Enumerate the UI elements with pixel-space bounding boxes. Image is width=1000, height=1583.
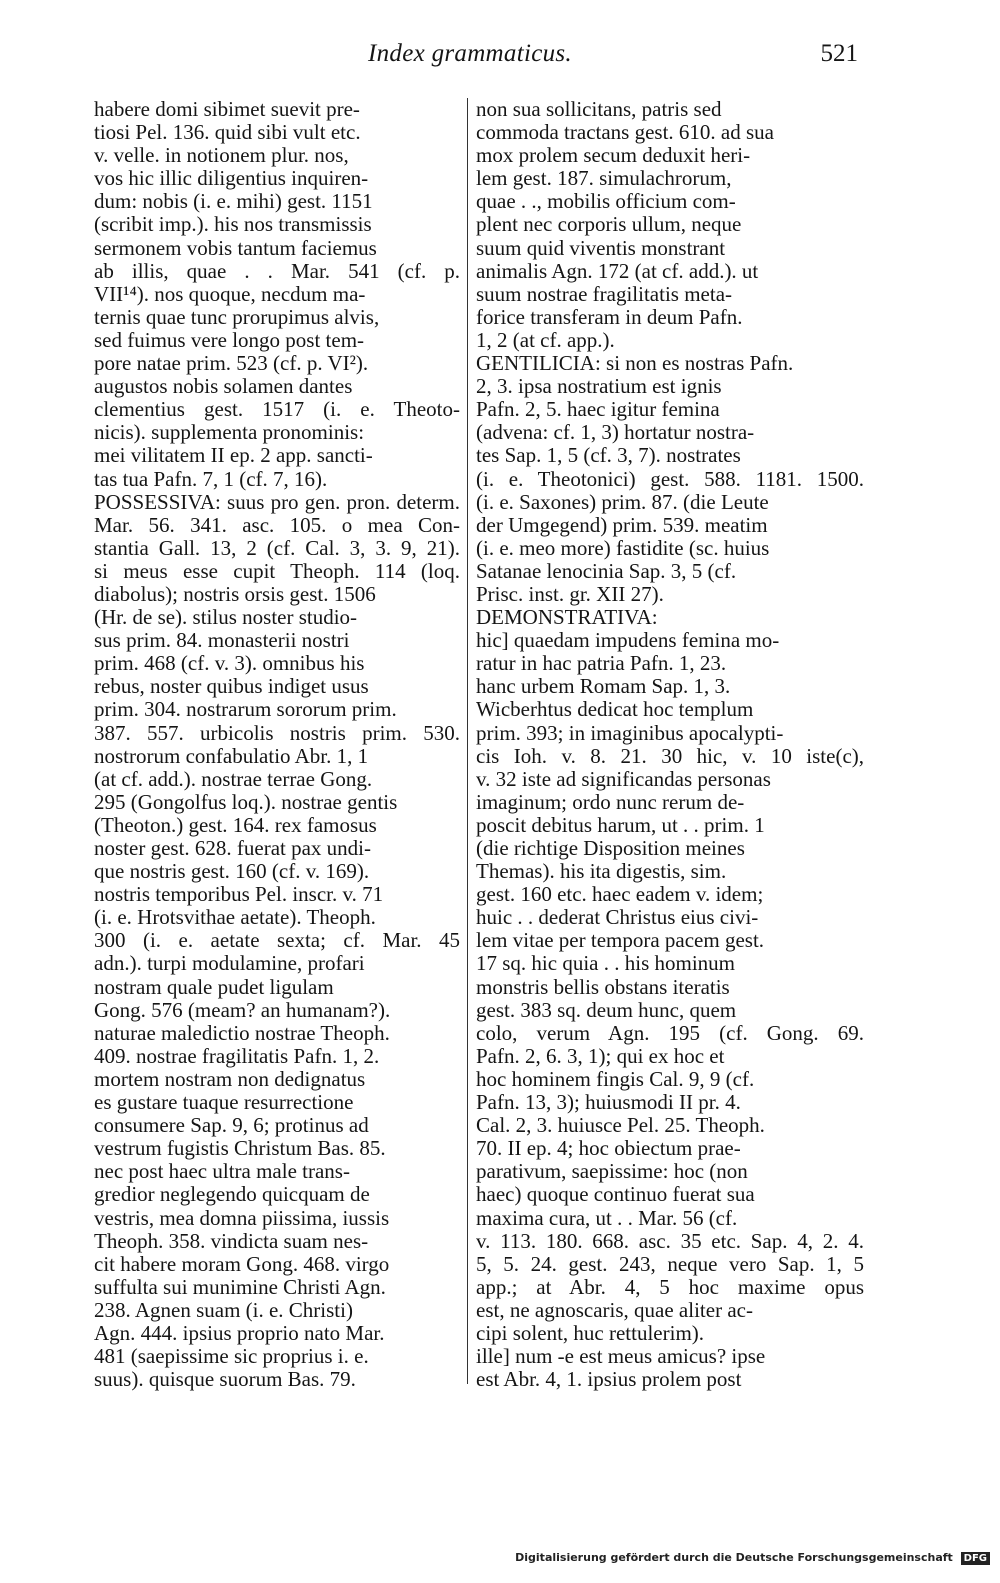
text-line: hic] quaedam impudens femina mo- bbox=[476, 628, 780, 653]
text-line: tiosi Pel. 136. quid sibi vult etc. bbox=[94, 120, 361, 145]
text-line: Cal. 2, 3. huiusce Pel. 25. Theoph. bbox=[476, 1113, 765, 1138]
text-line: suum quid viventis monstrant bbox=[476, 235, 726, 260]
running-title: Index grammaticus. bbox=[368, 40, 572, 67]
column-divider bbox=[467, 98, 468, 1384]
text-line: adn.). turpi modulamine, profari bbox=[94, 951, 365, 976]
text-line: nec post haec ultra male trans- bbox=[94, 1159, 350, 1184]
text-line: quae . ., mobilis officium com- bbox=[476, 189, 736, 214]
text-line: v. 32 iste ad significandas personas bbox=[476, 766, 771, 791]
text-line: sermonem vobis tantum faciemus bbox=[94, 235, 377, 260]
text-line: (Theoton.) gest. 164. rex famosus bbox=[94, 812, 377, 837]
text-line: (die richtige Disposition meines bbox=[476, 836, 745, 860]
text-line: DEMONSTRATIVA: bbox=[476, 605, 658, 630]
text-line: rebus, noster quibus indiget usus bbox=[94, 674, 369, 699]
text-line: forice transferam in deum Pafn. bbox=[476, 304, 743, 329]
text-line: ternis quae tunc prorupimus alvis, bbox=[94, 304, 380, 329]
text-line: est Abr. 4, 1. ipsius prolem post bbox=[476, 1367, 742, 1392]
text-line: imaginum; ordo nunc rerum de- bbox=[476, 789, 745, 814]
text-line: prim. 468 (cf. v. 3). omnibus his bbox=[94, 651, 365, 676]
text-line: Pafn. 13, 3); huiusmodi II pr. 4. bbox=[476, 1090, 741, 1115]
text-line: Wicberhtus dedicat hoc templum bbox=[476, 697, 754, 722]
text-line: haec) quoque continuo fuerat sua bbox=[476, 1182, 755, 1207]
text-line: nostris temporibus Pel. inscr. v. 71 bbox=[94, 882, 384, 907]
text-line: 1, 2 (at cf. app.). bbox=[476, 327, 615, 352]
text-line: Satanae lenocinia Sap. 3, 5 (cf. bbox=[476, 558, 737, 583]
text-line: si meus esse cupit Theoph. 114 (loq. bbox=[94, 558, 460, 583]
text-line: 238. Agnen suam (i. e. Christi) bbox=[94, 1297, 353, 1322]
text-line: ab illis, quae . . Mar. 541 (cf. p. bbox=[94, 258, 461, 283]
text-line: suum nostrae fragilitatis meta- bbox=[476, 281, 733, 306]
text-line: prim. 393; in imaginibus apocalypti- bbox=[476, 720, 784, 745]
text-line: app.; at Abr. 4, 5 hoc maxime opus bbox=[476, 1274, 864, 1299]
text-line: Themas). his ita digestis, sim. bbox=[476, 859, 727, 884]
text-line: non sua sollicitans, patris sed bbox=[476, 97, 722, 121]
text-line: POSSESSIVA: suus pro gen. pron. determ. bbox=[94, 489, 460, 514]
text-line: 2, 3. ipsa nostratium est ignis bbox=[476, 374, 722, 399]
text-line: stantia Gall. 13, 2 (cf. Cal. 3, 3. 9, 21). bbox=[94, 535, 460, 560]
text-line: augustos nobis solamen dantes bbox=[94, 374, 353, 399]
text-line: (i. e. Saxones) prim. 87. (die Leute bbox=[476, 489, 769, 514]
text-line: (i. e. Theotonici) gest. 588. 1181. 1500. bbox=[476, 466, 864, 491]
text-line: parativum, saepissime: hoc (non bbox=[476, 1159, 748, 1184]
text-line: pore natae prim. 523 (cf. p. VI²). bbox=[94, 351, 369, 376]
text-line: habere domi sibimet suevit pre- bbox=[94, 97, 360, 121]
text-line: clementius gest. 1517 (i. e. Theoto- bbox=[94, 397, 460, 422]
text-line: ratur in hac patria Pafn. 1, 23. bbox=[476, 651, 727, 676]
text-line: colo, verum Agn. 195 (cf. Gong. 69. bbox=[476, 1020, 865, 1045]
text-line: monstris bellis obstans iteratis bbox=[476, 974, 730, 999]
text-line: nicis). supplementa pronominis: bbox=[94, 420, 365, 445]
funding-footer bbox=[515, 1551, 990, 1565]
text-line: commoda tractans gest. 610. ad sua bbox=[476, 120, 774, 145]
text-line: Theoph. 358. vindicta suam nes- bbox=[94, 1228, 369, 1253]
text-line: cis Ioh. v. 8. 21. 30 hic, v. 10 iste(c), bbox=[476, 743, 865, 768]
text-line: VII¹⁴). nos quoque, necdum ma- bbox=[94, 281, 366, 306]
text-line: ille] num -e est meus amicus? ipse bbox=[476, 1344, 766, 1369]
text-line: Agn. 444. ipsius proprio nato Mar. bbox=[94, 1320, 385, 1345]
text-line: v. 113. 180. 668. asc. 35 etc. Sap. 4, 2. 4. bbox=[476, 1228, 864, 1253]
text-line: dum: nobis (i. e. mihi) gest. 1151 bbox=[94, 189, 373, 214]
text-line: 481 (saepissime sic proprius i. e. bbox=[94, 1344, 369, 1369]
text-line: sed fuimus vere longo post tem- bbox=[94, 327, 365, 352]
page-number: 521 bbox=[820, 40, 858, 67]
text-line: sus prim. 84. monasterii nostri bbox=[94, 628, 350, 653]
running-head bbox=[364, 40, 858, 74]
text-line: 295 (Gongolfus loq.). nostrae gentis bbox=[94, 789, 398, 814]
text-line: naturae maledictio nostrae Theoph. bbox=[94, 1020, 390, 1045]
text-line: Prisc. inst. gr. XII 27). bbox=[476, 581, 664, 606]
text-line: 387. 557. urbicolis nostris prim. 530. bbox=[94, 720, 461, 745]
text-line: es gustare tuaque resurrectione bbox=[94, 1090, 354, 1115]
text-line: lem gest. 187. simulachrorum, bbox=[476, 166, 732, 191]
text-line: GENTILICIA: si non es nostras Pafn. bbox=[476, 351, 794, 376]
text-line: (advena: cf. 1, 3) hortatur nostra- bbox=[476, 420, 755, 445]
text-line: tas tua Pafn. 7, 1 (cf. 7, 16). bbox=[94, 466, 328, 491]
text-line: Pafn. 2, 6. 3, 1); qui ex hoc et bbox=[476, 1043, 725, 1068]
text-line: gredior neglegendo quicquam de bbox=[94, 1182, 370, 1207]
text-line: suffulta sui munimine Christi Agn. bbox=[94, 1274, 386, 1299]
text-line: prim. 304. nostrarum sororum prim. bbox=[94, 697, 397, 722]
text-line: 70. II ep. 4; hoc obiectum prae- bbox=[476, 1136, 741, 1161]
text-line: 5, 5. 24. gest. 243, neque vero Sap. 1, 5 bbox=[476, 1251, 864, 1276]
text-line: tes Sap. 1, 5 (cf. 3, 7). nostrates bbox=[476, 443, 741, 468]
text-line: 409. nostrae fragilitatis Pafn. 1, 2. bbox=[94, 1043, 380, 1068]
text-line: maxima cura, ut . . Mar. 56 (cf. bbox=[476, 1205, 738, 1230]
text-line: (at cf. add.). nostrae terrae Gong. bbox=[94, 766, 373, 791]
text-line: (scribit imp.). his nos transmissis bbox=[94, 212, 372, 237]
text-line: noster gest. 628. fuerat pax undi- bbox=[94, 836, 372, 860]
text-line: mortem nostram non dedignatus bbox=[94, 1066, 366, 1091]
text-line: lem vitae per tempora pacem gest. bbox=[476, 928, 765, 953]
text-line: Mar. 56. 341. asc. 105. o mea Con- bbox=[94, 512, 461, 537]
text-line: hoc hominem fingis Cal. 9, 9 (cf. bbox=[476, 1066, 755, 1091]
text-line: gest. 383 sq. deum hunc, quem bbox=[476, 997, 737, 1022]
text-line: gest. 160 etc. haec eadem v. idem; bbox=[476, 882, 764, 907]
text-line: cit habere moram Gong. 468. virgo bbox=[94, 1251, 390, 1276]
text-line: (i. e. Hrotsvithae aetate). Theoph. bbox=[94, 905, 376, 930]
text-line: (Hr. de se). stilus noster studio- bbox=[94, 605, 358, 630]
text-line: mei vilitatem II ep. 2 app. sancti- bbox=[94, 443, 373, 468]
text-line: nostram quale pudet ligulam bbox=[94, 974, 334, 999]
text-line: suus). quisque suorum Bas. 79. bbox=[94, 1367, 356, 1392]
text-line: v. velle. in notionem plur. nos, bbox=[94, 143, 349, 168]
text-line: (i. e. meo more) fastidite (sc. huius bbox=[476, 535, 770, 560]
dfg-logo: DFG bbox=[961, 1552, 990, 1565]
right-column bbox=[476, 98, 864, 1391]
text-line: huic . . dederat Christus eius civi- bbox=[476, 905, 759, 930]
text-line: Gong. 576 (meam? an humanam?). bbox=[94, 997, 391, 1022]
text-line: que nostris gest. 160 (cf. v. 169). bbox=[94, 859, 370, 884]
footer-text: Digitalisierung gefördert durch die Deutsche Forschungsgemeinschaft bbox=[515, 1551, 953, 1564]
text-line: vestrum fugistis Christum Bas. 85. bbox=[94, 1136, 386, 1161]
text-line: nostrorum confabulatio Abr. 1, 1 bbox=[94, 743, 369, 768]
text-line: Pafn. 2, 5. haec igitur femina bbox=[476, 397, 720, 422]
text-line: cipi solent, huc rettulerim). bbox=[476, 1320, 705, 1345]
text-line: consumere Sap. 9, 6; protinus ad bbox=[94, 1113, 369, 1138]
text-line: est, ne agnoscaris, quae aliter ac- bbox=[476, 1297, 753, 1322]
text-line: 17 sq. hic quia . . his hominum bbox=[476, 951, 735, 976]
text-line: diabolus); nostris orsis gest. 1506 bbox=[94, 581, 376, 606]
text-line: vos hic illic diligentius inquiren- bbox=[94, 166, 369, 191]
text-line: vestris, mea domna piissima, iussis bbox=[94, 1205, 390, 1230]
text-line: mox prolem secum deduxit heri- bbox=[476, 143, 751, 168]
text-line: animalis Agn. 172 (at cf. add.). ut bbox=[476, 258, 759, 283]
left-column bbox=[94, 98, 460, 1391]
text-line: hanc urbem Romam Sap. 1, 3. bbox=[476, 674, 731, 699]
text-line: der Umgegend) prim. 539. meatim bbox=[476, 512, 768, 537]
text-line: poscit debitus harum, ut . . prim. 1 bbox=[476, 812, 765, 837]
text-line: plent nec corporis ullum, neque bbox=[476, 212, 742, 237]
text-line: 300 (i. e. aetate sexta; cf. Mar. 45 bbox=[94, 928, 461, 953]
